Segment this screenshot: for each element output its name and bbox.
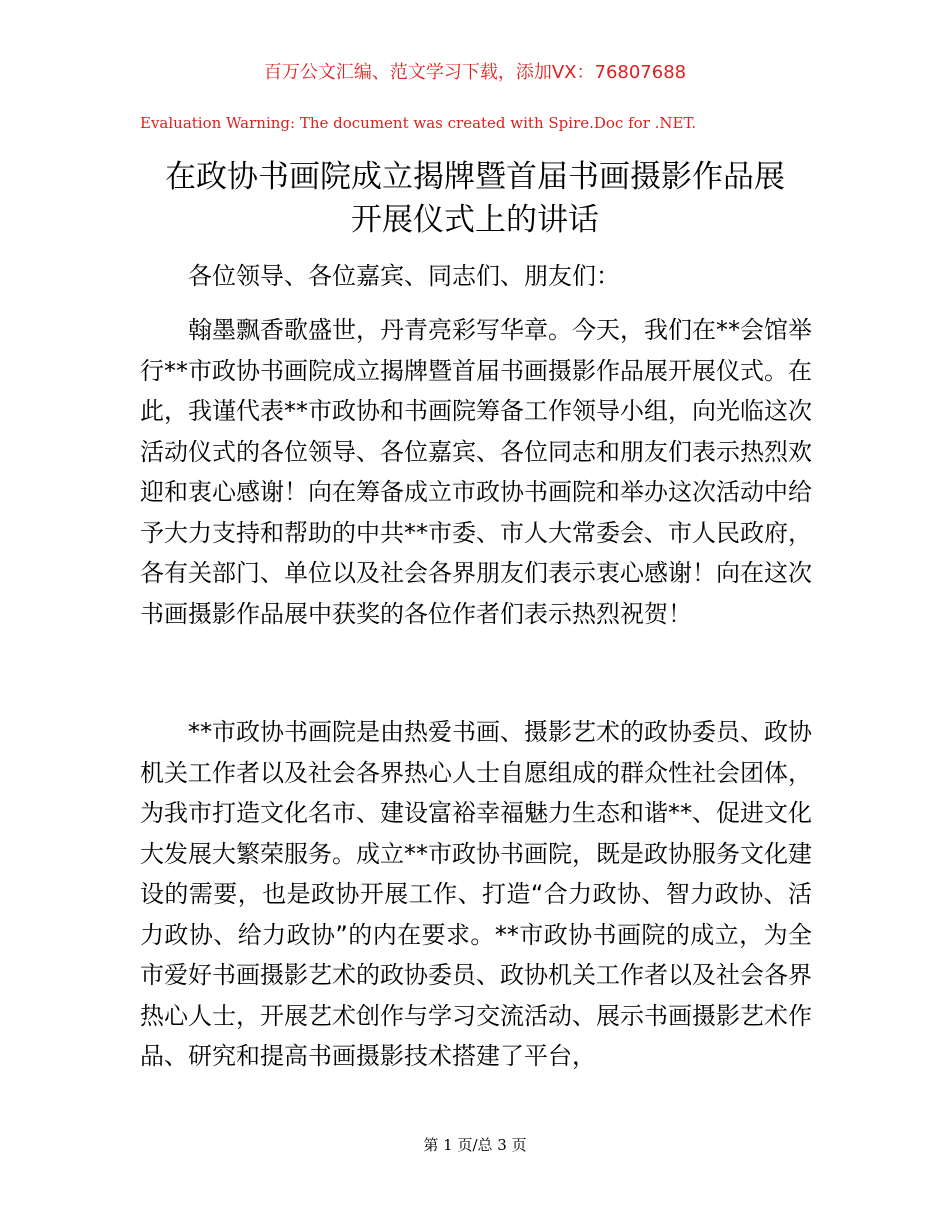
- paragraph-1: 翰墨飘香歌盛世，丹青亮彩写华章。今天，我们在**会馆举行**市政协书画院成立揭牌暨首届书画摄影作品展开展仪式。在此，我谨代表**市政协和书画院筹备工作领导小组，向光临这次活动仪式的各位领导、各位嘉宾、各位同志和朋友们表示热烈欢迎和衷心感谢！向在筹备成立市政协书画院和举办这次活动中给予大力支持和帮助的中共**市委、市人大常委会、市人民政府，各有关部门、单位以及社会各界朋友们表示衷心感谢！向在这次书画摄影作品展中获奖的各位作者们表示热烈祝贺！: [140, 316, 812, 628]
- title-line-2: 开展仪式上的讲话: [351, 202, 599, 238]
- document-title: [120, 156, 830, 242]
- salutation: 各位领导、各位嘉宾、同志们、朋友们：: [188, 262, 620, 290]
- promo-header: 百万公文汇编、范文学习下载，添加VX：76807688: [263, 62, 687, 83]
- evaluation-warning: Evaluation Warning: The document was created with Spire.Doc for .NET.: [140, 114, 697, 132]
- title-line-1: 在政协书画院成立揭牌暨首届书画摄影作品展: [165, 159, 785, 195]
- page-indicator: 第 1 页/总 3 页: [423, 1136, 527, 1154]
- paragraph-2: **市政协书画院是由热爱书画、摄影艺术的政协委员、政协机关工作者以及社会各界热心人士自愿组成的群众性社会团体，为我市打造文化名市、建设富裕幸福魅力生态和谐**、促进文化大发展大繁荣服务。成立**市政协书画院，既是政协服务文化建设的需要，也是政协开展工作、打造“合力政协、智力政协、活力政协、给力政协”的内在要求。**市政协书画院的成立，为全市爱好书画摄影艺术的政协委员、政协机关工作者以及社会各界热心人士，开展艺术创作与学习交流活动、展示书画摄影艺术作品、研究和提高书画摄影技术搭建了平台，: [140, 718, 812, 1070]
